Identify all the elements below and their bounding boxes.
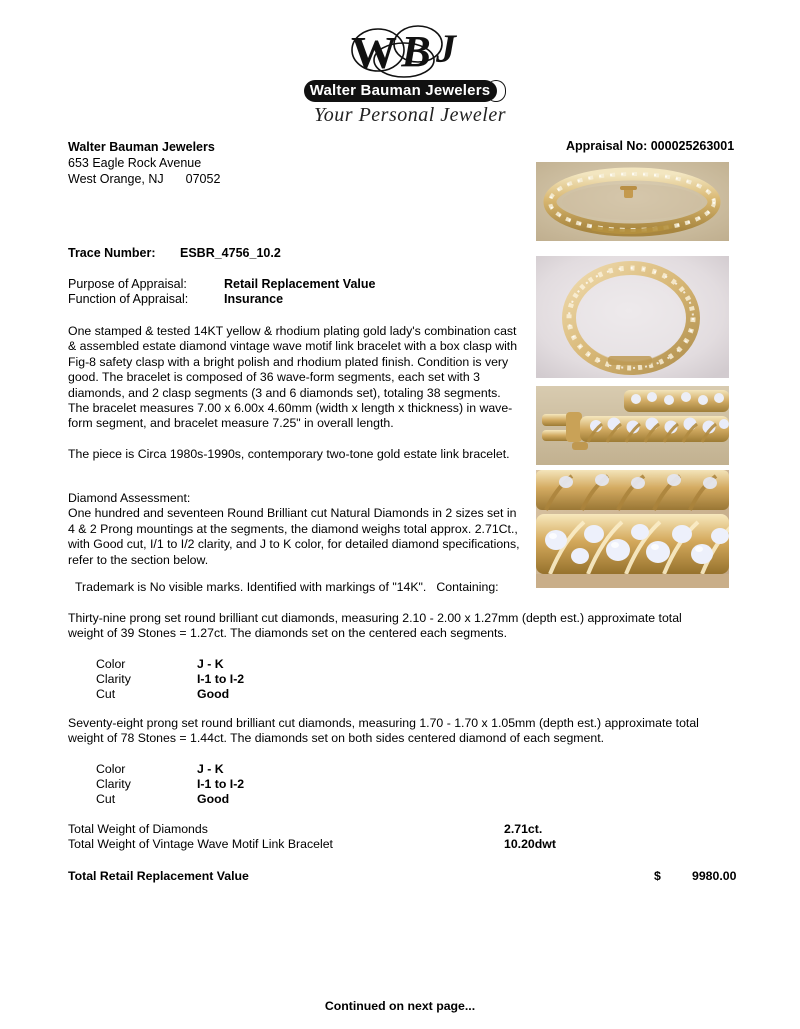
logo-tagline: Your Personal Jeweler	[314, 104, 506, 126]
containing-label: Containing:	[436, 580, 499, 594]
spec-row-cut	[96, 687, 244, 702]
stone-group-1-specs	[96, 657, 244, 702]
diamond-assessment-block	[68, 491, 520, 568]
item-description-paragraph: One stamped & tested 14KT yellow & rhodium plating gold lady's combination cast & assembled estate diamond vintage wave motif link bracelet with a box clasp with Fig-8 safety clasp with a bright polish and rhodium plated finish. Condition is very good. The bracelet is composed of 36 wave-form segments, each set with 3 diamonds, and 2 clasp segments (3 and 6 diamonds set), totaling 38 segments. The bracelet measures 7.00 x 6.00x 4.60mm (width x length x thickness) in wave-form segment, and bracelet measure 7.25" in overall length.	[68, 324, 518, 431]
total-diamonds-row	[68, 822, 608, 837]
spec-key: Cut	[96, 792, 116, 806]
company-city-state: West Orange, NJ	[68, 172, 164, 186]
total-diamonds-value: 2.71ct.	[504, 822, 543, 836]
function-label: Function of Appraisal:	[68, 292, 189, 306]
total-bracelet-row	[68, 837, 608, 852]
bracelet-photo-full-oval	[536, 162, 729, 241]
purpose-value: Retail Replacement Value	[224, 277, 376, 291]
function-value: Insurance	[224, 292, 284, 306]
purpose-function-block	[68, 277, 375, 307]
spec-key: Color	[96, 657, 126, 671]
spec-value: J - K	[197, 762, 224, 776]
svg-text:J: J	[436, 26, 456, 71]
diamond-assessment-text: One hundred and seventeen Round Brilliant cut Natural Diamonds in 2 sizes set in 4 & 2 Prong mountings at the segments, the diamond weighs total approx. 2.71Ct., with Good cut, I/1 to I/2 clarity, and J to K color, for detailed diamond specifications, refer to the section below.	[68, 506, 520, 567]
spec-value: J - K	[197, 657, 224, 671]
grand-total-amount: 9980.00	[692, 869, 737, 883]
appraisal-number: Appraisal No: 000025263001	[566, 139, 735, 153]
svg-text:B: B	[401, 27, 431, 76]
trace-number-row	[68, 246, 281, 260]
function-row	[68, 292, 375, 307]
grand-total-currency: $	[654, 869, 661, 883]
total-bracelet-label: Total Weight of Vintage Wave Motif Link Bracelet	[68, 837, 333, 852]
svg-text:W: W	[351, 27, 397, 78]
bracelet-photo-clasp-closeup	[536, 386, 729, 465]
spec-value: Good	[197, 792, 230, 806]
total-diamonds-label: Total Weight of Diamonds	[68, 822, 208, 836]
spec-row-color	[96, 762, 244, 777]
spec-key: Clarity	[96, 777, 131, 791]
spec-value: Good	[197, 687, 230, 701]
company-logo	[300, 22, 520, 130]
stone-group-1-paragraph: Thirty-nine prong set round brilliant cut diamonds, measuring 2.10 - 2.00 x 1.27mm (depth est.) approximate total weight of 39 Stones = 1.27ct. The diamonds set on the centered each segments.	[68, 611, 682, 641]
spec-row-clarity	[96, 777, 244, 792]
bracelet-photo-flat-circle	[536, 256, 729, 378]
purpose-row	[68, 277, 375, 292]
stone-group-2-paragraph: Seventy-eight prong set round brilliant cut diamonds, measuring 1.70 - 1.70 x 1.05mm (depth est.) approximate total weight of 78 Stones = 1.44ct. The diamonds set on both sides centered diamond of each segment.	[68, 716, 699, 746]
stone-group-2-specs	[96, 762, 244, 807]
company-city-state-zip	[68, 171, 220, 187]
spec-row-color	[96, 657, 244, 672]
company-name: Walter Bauman Jewelers	[68, 140, 215, 154]
total-bracelet-value: 10.20dwt	[504, 837, 556, 852]
item-circa-paragraph: The piece is Circa 1980s-1990s, contemporary two-tone gold estate link bracelet.	[68, 447, 510, 461]
continued-note: Continued on next page...	[324, 999, 476, 1013]
trace-number-value: ESBR_4756_10.2	[180, 246, 281, 260]
spec-value: I-1 to I-2	[197, 777, 245, 791]
spec-row-clarity	[96, 672, 244, 687]
bracelet-photo-diamond-macro	[536, 470, 729, 588]
wbj-monogram-icon	[300, 22, 520, 82]
spec-key: Color	[96, 762, 126, 776]
diamond-assessment-title: Diamond Assessment:	[68, 491, 191, 505]
logo-bar-ring	[486, 80, 506, 102]
spec-value: I-1 to I-2	[197, 672, 245, 686]
spec-key: Clarity	[96, 672, 131, 686]
logo-wordmark-bar: Walter Bauman Jewelers	[304, 80, 496, 102]
spec-row-cut	[96, 792, 244, 807]
trademark-line	[75, 580, 499, 594]
trace-number-label: Trace Number:	[68, 246, 156, 260]
grand-total-label: Total Retail Replacement Value	[68, 869, 249, 883]
company-street: 653 Eagle Rock Avenue	[68, 156, 202, 170]
totals-block	[68, 822, 608, 853]
company-zip: 07052	[185, 172, 221, 186]
company-address-block	[68, 139, 220, 187]
purpose-label: Purpose of Appraisal:	[68, 277, 187, 291]
spec-key: Cut	[96, 687, 116, 701]
trademark-text: Trademark is No visible marks. Identified with markings of "14K".	[75, 580, 427, 594]
